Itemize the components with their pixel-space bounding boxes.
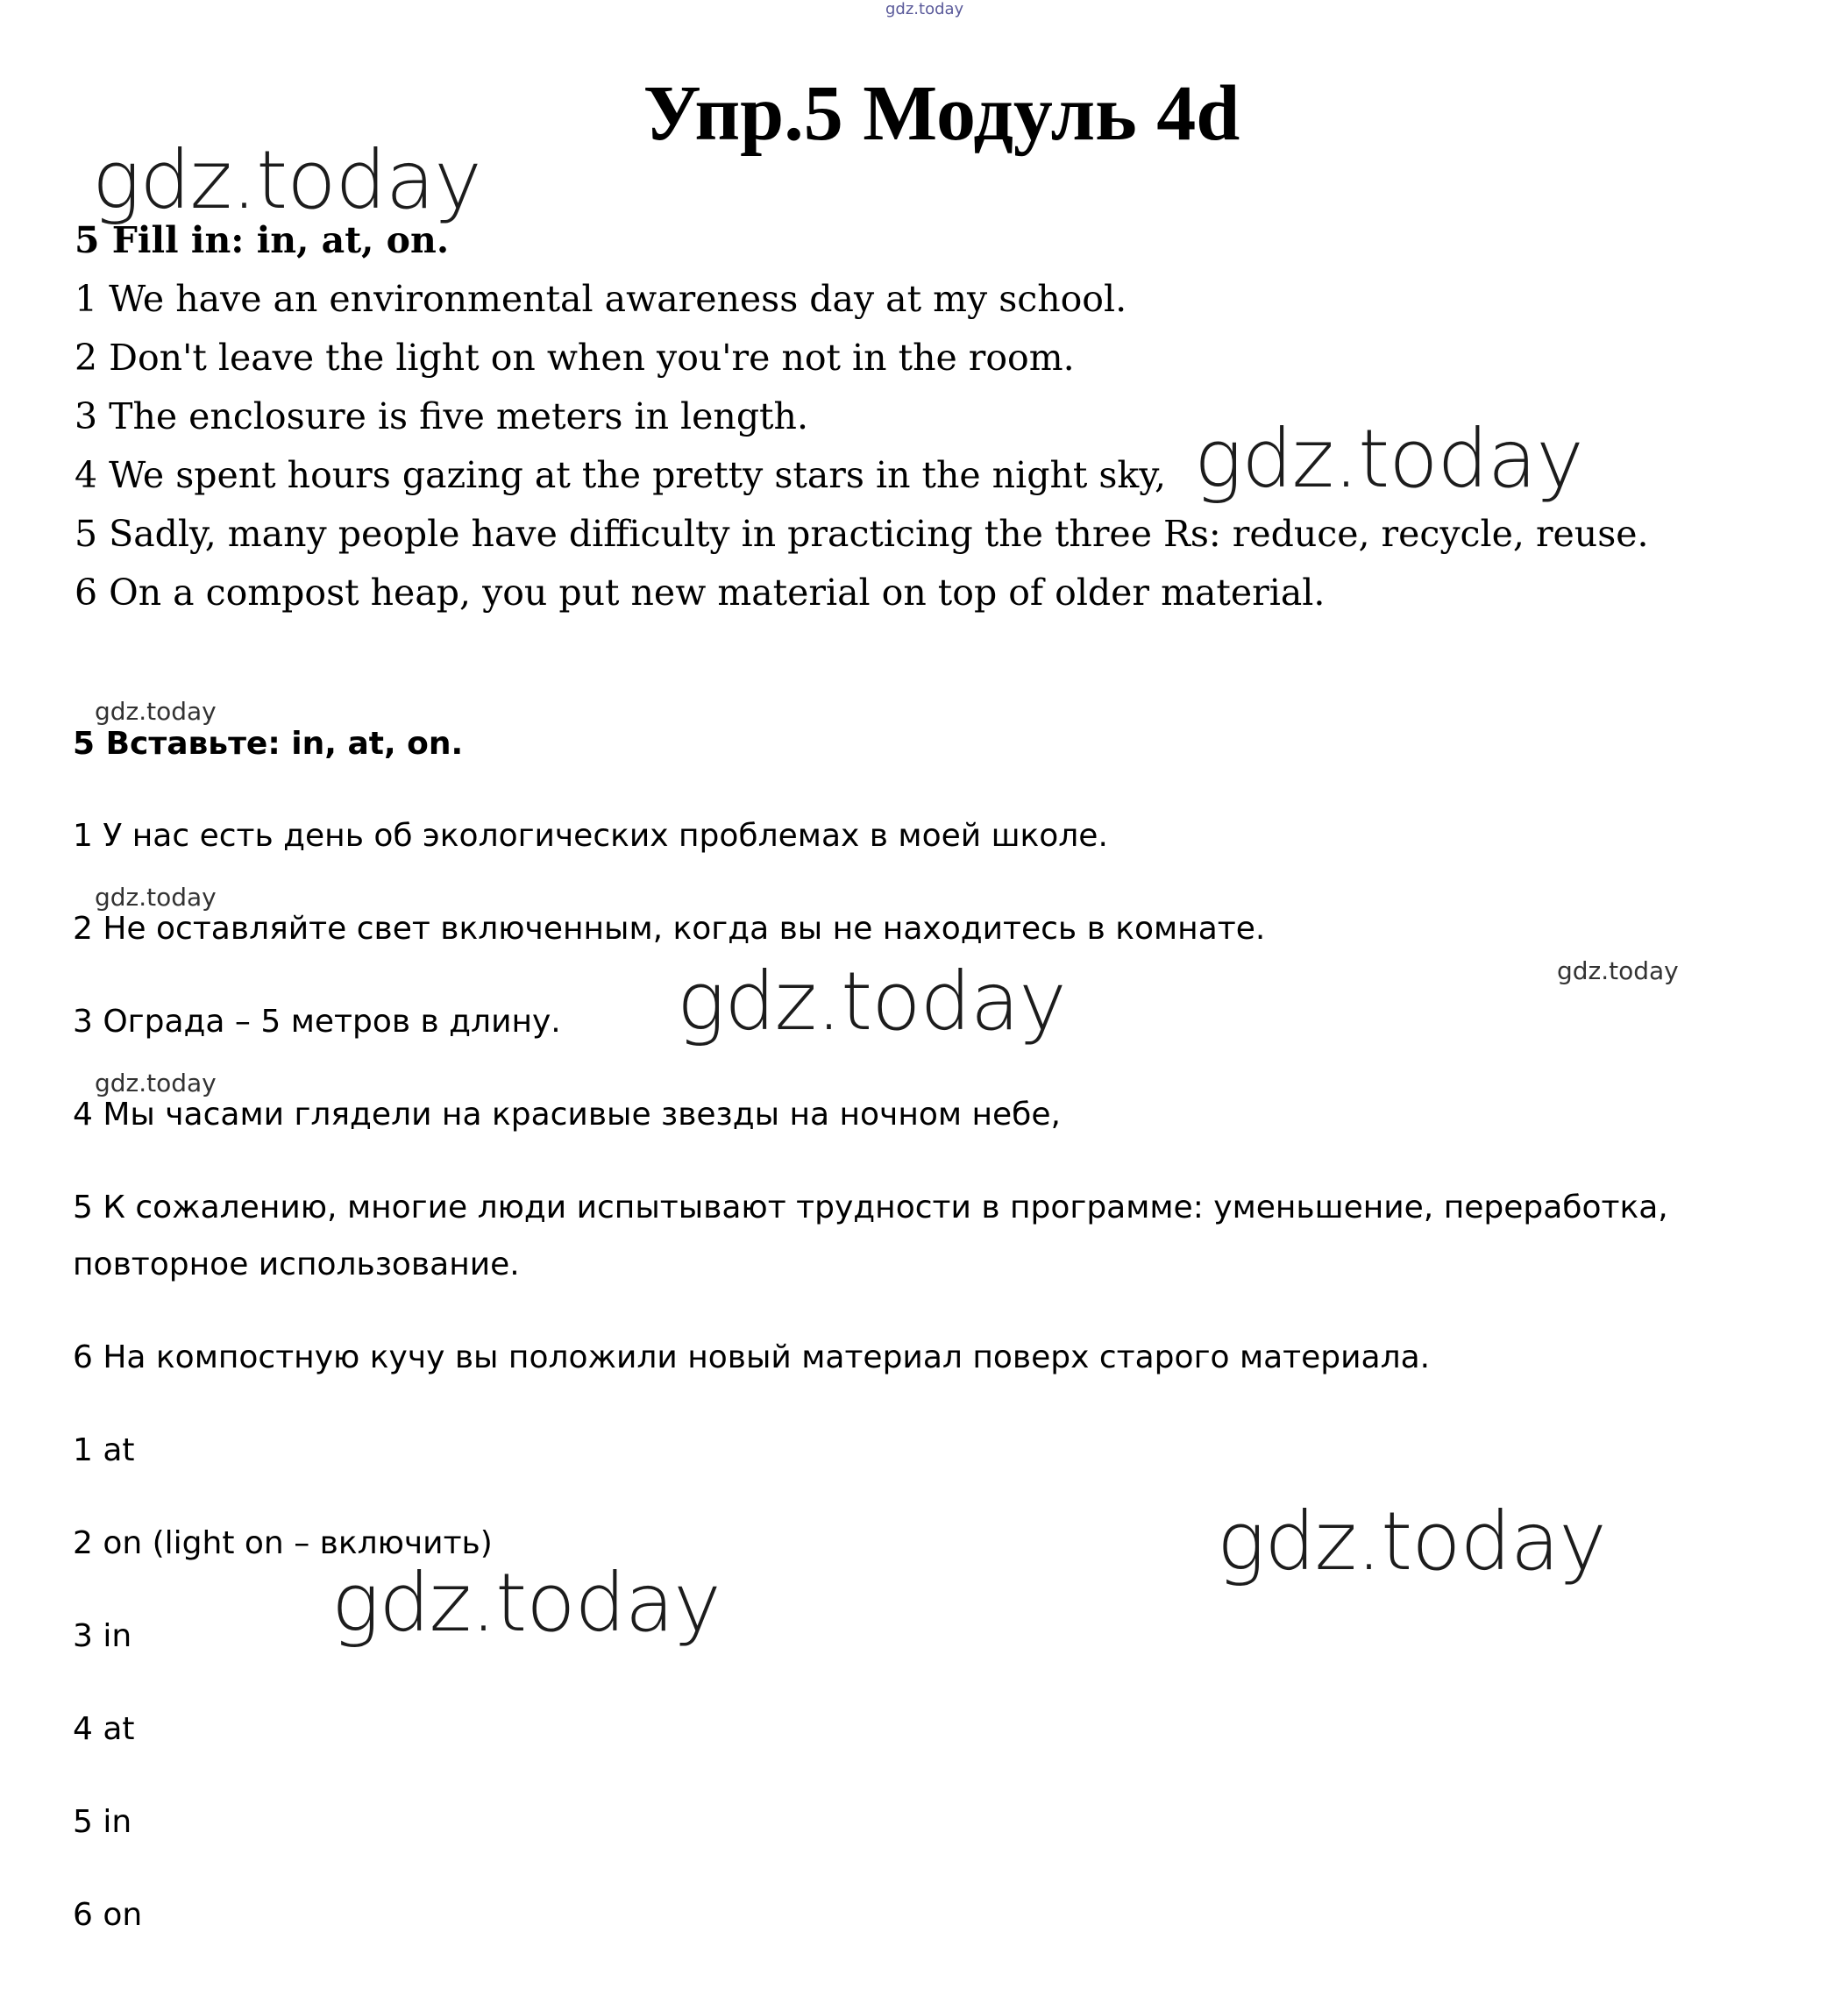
answer-6: 6 on (73, 1897, 143, 1933)
page-title: Упр.5 Модуль 4d (643, 70, 1240, 157)
watermark-3: gdz.today (95, 697, 217, 726)
english-line-4: 4 We spent hours gazing at the pretty stars in the night sky, (75, 454, 1166, 496)
russian-heading: 5 Вставьте: in, at, on. (73, 726, 464, 762)
watermark-5: gdz.today (1557, 956, 1679, 985)
english-line-2: 2 Don't leave the light on when you're not in the room. (75, 337, 1075, 379)
watermark-9: gdz.today (331, 1556, 721, 1650)
watermark-6: gdz.today (677, 955, 1066, 1048)
watermark-1: gdz.today (92, 133, 481, 227)
english-line-3: 3 The enclosure is five meters in length. (75, 395, 808, 437)
russian-line-4: 4 Мы часами глядели на красивые звезды на ночном небе, (73, 1097, 1061, 1133)
russian-line-6: 6 На компостную кучу вы положили новый материал поверх старого материала. (73, 1339, 1431, 1375)
answer-2: 2 on (light on – включить) (73, 1525, 493, 1561)
answer-1: 1 at (73, 1432, 135, 1468)
watermark-2: gdz.today (1194, 412, 1583, 506)
watermark-top: gdz.today (885, 0, 964, 18)
russian-line-5: 5 К сожалению, многие люди испытывают трудности в программе: уменьшение, переработка, (73, 1190, 1668, 1225)
english-line-1: 1 We have an environmental awareness day at my school. (75, 278, 1127, 320)
answer-3: 3 in (73, 1618, 132, 1654)
english-line-5: 5 Sadly, many people have difficulty in practicing the three Rs: reduce, recycle, reuse. (75, 513, 1649, 555)
russian-line-3: 3 Ограда – 5 метров в длину. (73, 1004, 561, 1040)
watermark-7: gdz.today (95, 1069, 217, 1097)
russian-line-5-cont: повторное использование. (73, 1247, 520, 1282)
english-line-6: 6 On a compost heap, you put new material on top of older material. (75, 572, 1326, 614)
russian-line-1: 1 У нас есть день об экологических проблемах в моей школе. (73, 818, 1108, 854)
english-heading: 5 Fill in: in, at, on. (75, 219, 450, 261)
watermark-8: gdz.today (1217, 1495, 1606, 1588)
answer-5: 5 in (73, 1804, 132, 1840)
watermark-4: gdz.today (95, 883, 217, 912)
answer-4: 4 at (73, 1711, 135, 1747)
russian-line-2: 2 Не оставляйте свет включенным, когда вы не находитесь в комнате. (73, 911, 1266, 947)
